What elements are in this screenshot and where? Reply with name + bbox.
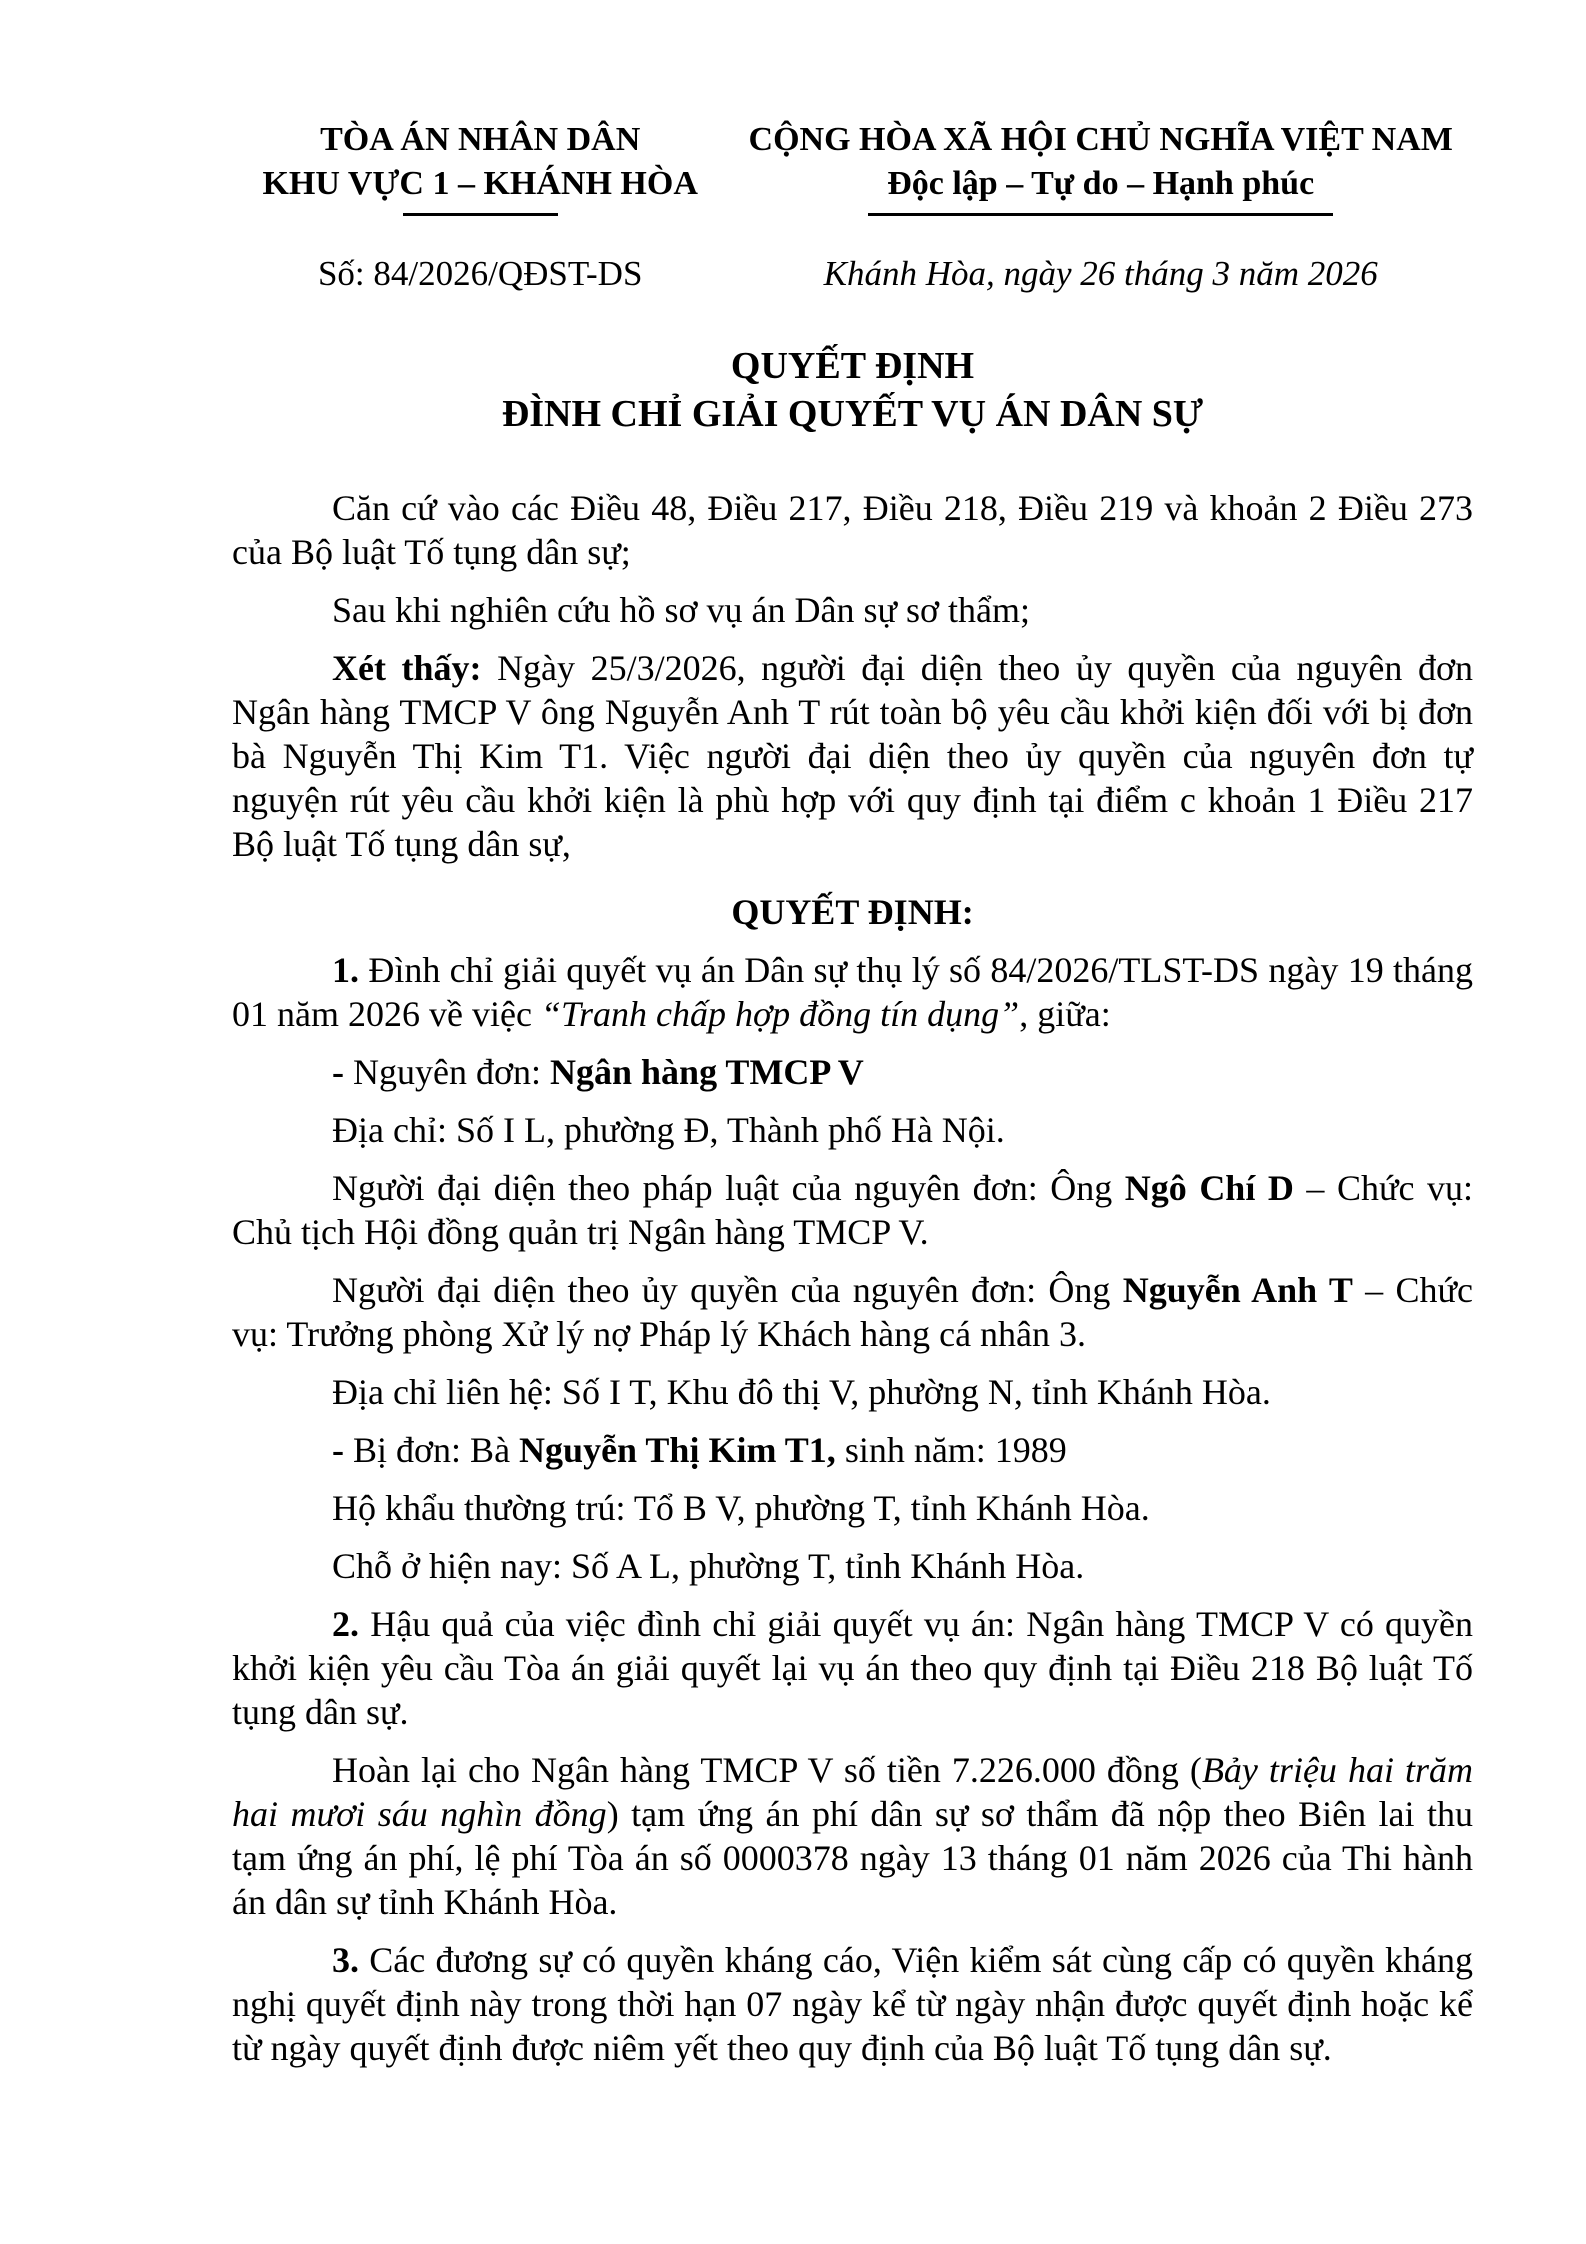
paragraph [232,646,1473,866]
text-run: 2. [332,1604,371,1644]
republic-name-line: CỘNG HÒA XÃ HỘI CHỦ NGHĨA VIỆT NAM [748,121,1453,158]
text-run: Địa chỉ liên hệ: Số I T, Khu đô thị V, phường N, tỉnh Khánh Hòa. [332,1372,1271,1412]
paragraph [232,588,1473,632]
decision-title [232,342,1473,438]
text-run: Xét thấy: [332,648,498,688]
paragraph [232,1108,1473,1152]
national-motto-block [728,118,1473,216]
place-date-line: Khánh Hòa, ngày 26 tháng 3 năm 2026 [823,254,1378,293]
text-run: Đình chỉ giải quyết vụ án Dân sự thụ lý số 84/2026/TLST-DS ngày 19 tháng 01 năm 2026 về việc [232,950,1473,1034]
text-run: Các đương sự có quyền kháng cáo, Viện kiểm sát cùng cấp có quyền kháng nghị quyết định này trong thời hạn 07 ngày kể từ ngày nhận được quyết định hoặc kể từ ngày quyết định được niêm yết theo quy định của Bộ luật Tố tụng dân sự. [232,1940,1473,2068]
text-run: – Chức vụ: Chủ tịch Hội đồng quản trị Ngân hàng TMCP V. [232,1168,1473,1252]
court-name-line1: TÒA ÁN NHÂN DÂN [320,121,641,158]
text-run: Bị đơn: Bà [353,1430,520,1470]
paragraph [232,1748,1473,1924]
paragraph [232,1938,1473,2070]
motto-line: Độc lập – Tự do – Hạnh phúc [887,165,1315,202]
document-body [232,486,1473,2070]
section-heading [232,890,1473,934]
text-run: Nguyên đơn: [353,1052,551,1092]
decision-title-line1: QUYẾT ĐỊNH [730,345,975,387]
text-run: - [332,1430,353,1470]
text-run: QUYẾT ĐỊNH: [731,892,974,932]
text-run: , giữa: [1019,994,1111,1034]
text-run: Nguyễn Thị Kim T1, [519,1430,836,1470]
court-name-line2: KHU VỰC 1 – KHÁNH HÒA [262,165,698,202]
text-run: Địa chỉ: Số I L, phường Đ, Thành phố Hà Nội. [332,1110,1005,1150]
paragraph [232,1370,1473,1414]
paragraph [232,1166,1473,1254]
text-run: Chỗ ở hiện nay: Số A L, phường T, tỉnh Khánh Hòa. [332,1546,1085,1586]
text-run: Hoàn lại cho Ngân hàng TMCP V số tiền 7.226.000 đồng ( [332,1750,1202,1790]
text-run: Người đại diện theo ủy quyền của nguyên đơn: Ông [332,1270,1123,1310]
text-run: “Tranh chấp hợp đồng tín dụng” [540,994,1020,1034]
text-run: Bảy triệu hai trăm hai mươi sáu nghìn đồng [232,1750,1473,1834]
text-run: 1. [332,950,369,990]
paragraph [232,1050,1473,1094]
document-number: Số: 84/2026/QĐST-DS [317,254,643,293]
text-run: - [332,1052,353,1092]
text-run: Sau khi nghiên cứu hồ sơ vụ án Dân sự sơ thẩm; [332,590,1031,630]
paragraph [232,948,1473,1036]
paragraph [232,1544,1473,1588]
text-run: Nguyễn Anh T [1122,1270,1353,1310]
document-number-cell [232,252,728,296]
text-run: 3. [332,1940,370,1980]
paragraph [232,1602,1473,1734]
decision-title-line2: ĐÌNH CHỈ GIẢI QUYẾT VỤ ÁN DÂN SỰ [501,393,1204,435]
text-run: – Chức vụ: Trưởng phòng Xử lý nợ Pháp lý Khách hàng cá nhân 3. [232,1270,1473,1354]
text-run: Hộ khẩu thường trú: Tổ B V, phường T, tỉnh Khánh Hòa. [332,1488,1150,1528]
court-underline [403,213,558,216]
text-run: Ngân hàng TMCP V [550,1052,864,1092]
paragraph [232,1428,1473,1472]
place-date-cell [728,252,1473,296]
court-name-block [232,118,728,216]
motto-underline [868,213,1333,216]
text-run: Người đại diện theo pháp luật của nguyên đơn: Ông [332,1168,1125,1208]
text-run: ) tạm ứng án phí dân sự sơ thẩm đã nộp theo Biên lai thu tạm ứng án phí, lệ phí Tòa án số 0000378 ngày 13 tháng 01 năm 2026 của Thi hành án dân sự tỉnh Khánh Hòa. [232,1794,1473,1922]
text-run: Ngô Chí D [1124,1168,1294,1208]
paragraph [232,1486,1473,1530]
text-run: sinh năm: 1989 [835,1430,1067,1470]
paragraph [232,1268,1473,1356]
text-run: Căn cứ vào các Điều 48, Điều 217, Điều 218, Điều 219 và khoản 2 Điều 273 của Bộ luật Tố tụng dân sự; [232,488,1473,572]
paragraph [232,486,1473,574]
document-meta-row [232,252,1473,296]
text-run: Hậu quả của việc đình chỉ giải quyết vụ án: Ngân hàng TMCP V có quyền khởi kiện yêu cầu Tòa án giải quyết lại vụ án theo quy định tại Điều 218 Bộ luật Tố tụng dân sự. [232,1604,1474,1732]
text-run: Ngày 25/3/2026, người đại diện theo ủy quyền của nguyên đơn Ngân hàng TMCP V ông Nguyễn Anh T rút toàn bộ yêu cầu khởi kiện đối với bị đơn bà Nguyễn Thị Kim T1. Việc người đại diện theo ủy quyền của nguyên đơn tự nguyện rút yêu cầu khởi kiện là phù hợp với quy định tại điểm c khoản 1 Điều 217 Bộ luật Tố tụng dân sự, [232,648,1473,864]
document-header [232,118,1473,216]
